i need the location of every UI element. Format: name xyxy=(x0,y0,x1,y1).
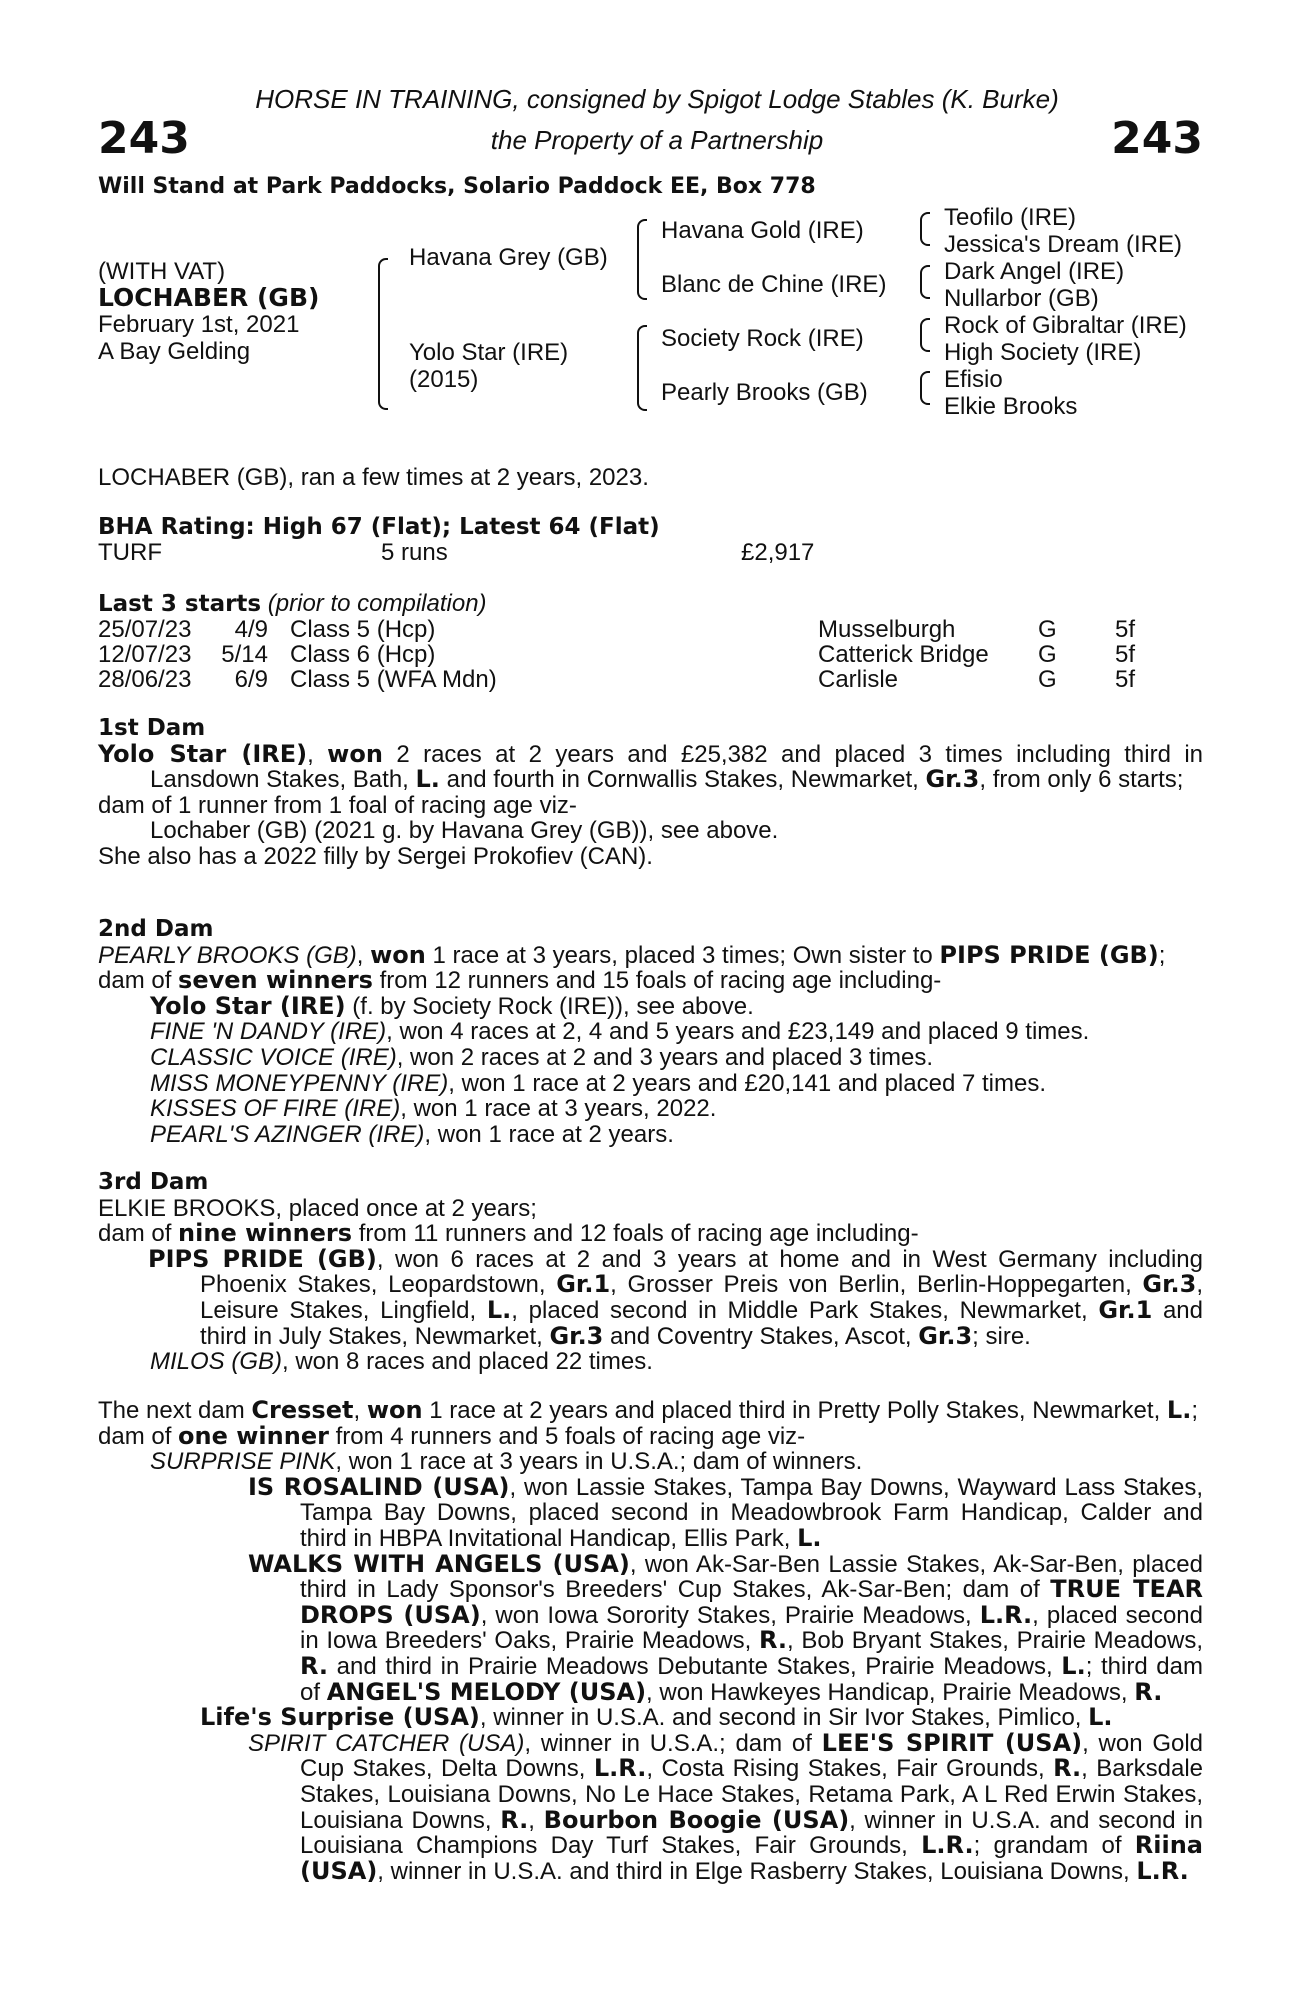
horse-description: A Bay Gelding xyxy=(98,338,251,365)
foaling-date: February 1st, 2021 xyxy=(98,311,300,338)
brace-parents xyxy=(378,258,388,410)
second-dam-section xyxy=(98,917,1203,1147)
rating-surface: TURF xyxy=(98,539,162,566)
dam-name: Yolo Star (IRE) xyxy=(409,339,569,366)
sd-sire: Dark Angel (IRE) xyxy=(944,258,1125,285)
first-dam-record: Yolo Star (IRE), won 2 races at 2 years and £25,382 and placed 3 times including third in Lansdown Stakes, Bath, L. and fourth in Cornwallis Stakes, Newmarket, Gr.3, from only 6 starts; xyxy=(98,739,1203,794)
dd-sire: Efisio xyxy=(944,366,1003,393)
produce-item: MISS MONEYPENNY (IRE), won 1 race at 2 years and £20,141 and placed 7 times. xyxy=(150,1069,1046,1097)
brace-ds xyxy=(920,318,930,352)
start-date: 28/06/23 xyxy=(98,666,192,693)
rating-earnings: £2,917 xyxy=(741,539,815,566)
first-dam-note: She also has a 2022 filly by Sergei Prokofiev (CAN). xyxy=(98,842,653,870)
start-distance: 5f xyxy=(1115,616,1136,643)
produce-item: Life's Surprise (USA), winner in U.S.A. and second in Sir Ivor Stakes, Pimlico, L. xyxy=(200,1703,1113,1732)
brace-ss xyxy=(920,212,930,246)
second-dam-produce-summary: dam of seven winners from 12 runners and 15 foals of racing age including- xyxy=(98,966,942,995)
start-date: 25/07/23 xyxy=(98,616,192,643)
brace-sire xyxy=(637,219,647,300)
dam-year: (2015) xyxy=(409,366,479,393)
last-starts-note: (prior to compilation) xyxy=(267,590,487,617)
sire-sire: Havana Gold (IRE) xyxy=(661,217,864,244)
ss-dam: Jessica's Dream (IRE) xyxy=(944,231,1182,258)
produce-item: Yolo Star (IRE) (f. by Society Rock (IRE)), see above. xyxy=(150,991,754,1020)
start-course: Catterick Bridge xyxy=(818,641,989,668)
start-position: 6/9 xyxy=(234,666,268,693)
horse-name: LOCHABER (GB) xyxy=(98,283,320,312)
start-race: Class 6 (Hcp) xyxy=(290,641,436,668)
produce-item: KISSES OF FIRE (IRE), won 1 race at 3 years, 2022. xyxy=(150,1095,717,1123)
lot-number-left: 243 xyxy=(98,113,190,164)
last-starts-heading xyxy=(98,590,487,618)
sire-dam: Blanc de Chine (IRE) xyxy=(661,271,887,298)
brace-dd xyxy=(920,371,930,405)
won-label: won xyxy=(327,739,383,768)
produce-item: MILOS (GB), won 8 races and placed 22 times. xyxy=(150,1348,653,1376)
start-position: 4/9 xyxy=(234,616,268,643)
produce-item: FINE 'N DANDY (IRE), won 4 races at 2, 4 and 5 years and £23,149 and placed 9 times. xyxy=(150,1018,1090,1046)
brace-sd xyxy=(920,265,930,299)
start-distance: 5f xyxy=(1115,641,1136,668)
start-date: 12/07/23 xyxy=(98,641,192,668)
produce-item: PIPS PRIDE (GB), won 6 races at 2 and 3 years at home and in West Germany including Phoenix Stakes, Leopardstown, Gr.1, Grosser Preis von Berlin, Berlin-Hoppegarten, Gr.3, Leisure Stakes, Lingfield, L., placed second in Middle Park Stakes, Newmarket, Gr.1 and third in July Stakes, Newmarket, Gr.3 and Coventry Stakes, Ascot, Gr.3; sire. xyxy=(148,1244,1204,1350)
third-dam-section xyxy=(98,1170,1203,1375)
second-dam-heading: 2nd Dam xyxy=(98,916,214,942)
third-dam-heading: 3rd Dam xyxy=(98,1169,209,1195)
lot-number-right: 243 xyxy=(1111,113,1203,164)
stand-location: Will Stand at Park Paddocks, Solario Paddock EE, Box 778 xyxy=(98,174,816,199)
first-dam-section xyxy=(98,716,1203,870)
consignor-line: HORSE IN TRAINING, consigned by Spigot Lodge Stables (K. Burke) xyxy=(255,84,1059,114)
produce-item: PEARL'S AZINGER (IRE), won 1 race at 2 years. xyxy=(150,1120,674,1148)
dam-dam: Pearly Brooks (GB) xyxy=(661,379,868,406)
dd-dam: Elkie Brooks xyxy=(944,393,1078,420)
brace-dam xyxy=(637,325,647,411)
start-going: G xyxy=(1038,641,1057,668)
start-course: Musselburgh xyxy=(818,616,956,643)
third-dam-record: ELKIE BROOKS, placed once at 2 years; xyxy=(98,1194,537,1222)
sd-dam: Nullarbor (GB) xyxy=(944,285,1099,312)
start-going: G xyxy=(1038,616,1057,643)
next-dam-record: The next dam Cresset, won 1 race at 2 years and placed third in Pretty Polly Stakes, Newmarket, L.; xyxy=(98,1396,1198,1424)
start-race: Class 5 (WFA Mdn) xyxy=(290,666,497,693)
rating-runs: 5 runs xyxy=(381,539,448,566)
first-dam-name: Yolo Star (IRE) xyxy=(98,739,308,768)
sire-name: Havana Grey (GB) xyxy=(409,244,608,271)
first-dam-heading: 1st Dam xyxy=(98,715,206,741)
grandproduce-item: IS ROSALIND (USA), won Lassie Stakes, Tampa Bay Downs, Wayward Lass Stakes, Tampa Bay Downs, placed second in Meadowbrook Farm Handicap, Calder and third in HBPA Invitational Handicap, Ellis Park, L. xyxy=(248,1472,1204,1552)
last-starts-title: Last 3 starts xyxy=(98,591,262,617)
property-line: the Property of a Partnership xyxy=(490,125,824,155)
second-dam-name: PEARLY BROOKS (GB) xyxy=(98,941,357,969)
start-course: Carlisle xyxy=(818,666,899,693)
first-dam-produce: Lochaber (GB) (2021 g. by Havana Grey (GB)), see above. xyxy=(150,817,779,845)
third-dam-produce-summary: dam of nine winners from 11 runners and 12 foals of racing age including- xyxy=(98,1219,919,1248)
dam-sire: Society Rock (IRE) xyxy=(661,325,864,352)
vat-note: (WITH VAT) xyxy=(98,258,226,285)
first-dam-produce-summary: dam of 1 runner from 1 foal of racing age viz- xyxy=(98,791,577,819)
start-going: G xyxy=(1038,666,1057,693)
start-race: Class 5 (Hcp) xyxy=(290,616,436,643)
next-dam-section xyxy=(98,1398,1203,1884)
produce-item: CLASSIC VOICE (IRE), won 2 races at 2 and 3 years and placed 3 times. xyxy=(150,1043,934,1071)
bha-rating: BHA Rating: High 67 (Flat); Latest 64 (Flat) xyxy=(98,514,660,540)
start-distance: 5f xyxy=(1115,666,1136,693)
next-dam-produce-summary: dam of one winner from 4 runners and 5 foals of racing age viz- xyxy=(98,1421,806,1450)
race-summary: LOCHABER (GB), ran a few times at 2 years, 2023. xyxy=(98,464,649,491)
ss-sire: Teofilo (IRE) xyxy=(944,204,1077,231)
ds-dam: High Society (IRE) xyxy=(944,339,1142,366)
grandproduce-item: SPIRIT CATCHER (USA), winner in U.S.A.; dam of LEE'S SPIRIT (USA), won Gold Cup Stakes, Delta Downs, L.R., Costa Rising Stakes, Fair Grounds, R., Barksdale Stakes, Louisiana Downs, No Le Hace Stakes, Retama Park, A L Red Erwin Stakes, Louisiana Downs, R., Bourbon Boogie (USA), winner in U.S.A. and second in Louisiana Champions Day Turf Stakes, Fair Grounds, L.R.; grandam of Riina (USA), winner in U.S.A. and third in Elge Rasberry Stakes, Louisiana Downs, L.R. xyxy=(248,1728,1204,1885)
produce-item: SURPRISE PINK, won 1 race at 3 years in U.S.A.; dam of winners. xyxy=(150,1448,863,1476)
start-position: 5/14 xyxy=(221,641,268,668)
grandproduce-item: WALKS WITH ANGELS (USA), won Ak-Sar-Ben Lassie Stakes, Ak-Sar-Ben, placed third in Lady Sponsor's Breeders' Cup Stakes, Ak-Sar-Ben; dam of TRUE TEAR DROPS (USA), won Iowa Sorority Stakes, Prairie Meadows, L.R., placed second in Iowa Breeders' Oaks, Prairie Meadows, R., Bob Bryant Stakes, Prairie Meadows, R. and third in Prairie Meadows Debutante Stakes, Prairie Meadows, L.; third dam of ANGEL'S MELODY (USA), won Hawkeyes Handicap, Prairie Meadows, R. xyxy=(248,1549,1204,1706)
ds-sire: Rock of Gibraltar (IRE) xyxy=(944,312,1187,339)
second-dam-record: PEARLY BROOKS (GB), won 1 race at 3 years, placed 3 times; Own sister to PIPS PRIDE (GB); xyxy=(98,940,1166,969)
